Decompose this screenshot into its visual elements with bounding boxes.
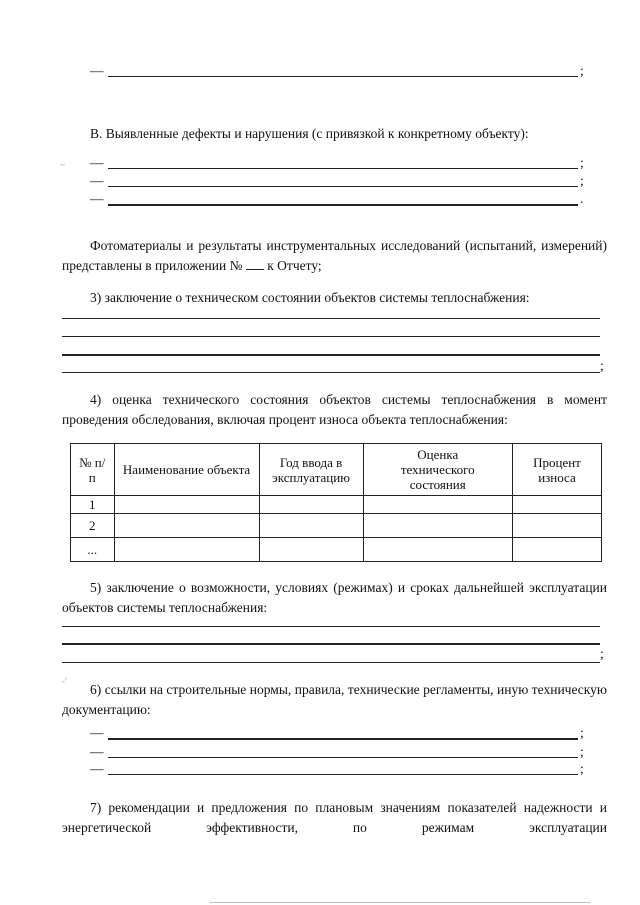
table-cell[interactable]: [512, 538, 601, 562]
conclusion-line-1: [62, 318, 600, 319]
reference-line-3: [90, 762, 590, 778]
header-wear-percent: Процент износа: [512, 444, 601, 496]
line-end: ;: [580, 155, 584, 170]
table-header-row: [71, 444, 602, 496]
line-end: ;: [580, 725, 584, 740]
line-end: ;: [580, 173, 584, 188]
dash: —: [90, 761, 104, 776]
table-cell[interactable]: [512, 496, 601, 514]
appendix-number-blank[interactable]: [246, 256, 264, 270]
dash: —: [90, 63, 104, 78]
line-end: .: [580, 191, 584, 206]
reference-line-2: [90, 745, 590, 761]
table-cell[interactable]: [363, 496, 512, 514]
table-cell[interactable]: [512, 514, 601, 538]
photo-text-after: к Отчету;: [267, 258, 322, 273]
fill-rule: [108, 168, 578, 169]
line-end: ;: [580, 744, 584, 759]
operation-line-2: [62, 643, 600, 645]
table-cell[interactable]: [114, 538, 259, 562]
operation-line-1: [62, 626, 600, 627]
item-7-paragraph: 7) рекомендации и предложения по плановым значениям показателей надежности и энергетической эффективности, по режимам эксплуатации: [62, 800, 607, 835]
defect-line-1: [90, 156, 590, 172]
header-number: № п/п: [71, 444, 115, 496]
fill-rule: [108, 204, 578, 206]
line-end: ;: [580, 761, 584, 776]
table-row: [71, 538, 602, 562]
table-cell[interactable]: [259, 538, 363, 562]
fill-rule: [108, 76, 578, 77]
fill-rule: [108, 757, 578, 758]
conclusion-line-2: [62, 336, 600, 337]
photo-paragraph: [62, 236, 607, 276]
item-5-paragraph: 5) заключение о возможности, условиях (режимах) и сроках дальнейшей эксплуатации объектов системы теплоснабжения:: [62, 580, 607, 615]
conclusion-line-3: [62, 354, 600, 356]
header-object-name: Наименование объекта: [114, 444, 259, 496]
item-4-paragraph: 4) оценка технического состояния объектов системы теплоснабжения в момент проведения обследования, включая процент износа объекта теплоснабжения:: [62, 392, 607, 427]
operation-end: ;: [600, 646, 604, 661]
table-cell[interactable]: [114, 514, 259, 538]
condition-table: [70, 443, 602, 562]
row-number: 2: [71, 514, 115, 538]
item-3-heading: 3) заключение о техническом состоянии объектов системы теплоснабжения:: [90, 290, 530, 305]
fill-rule: [108, 738, 578, 740]
header-commission-year: Год ввода в эксплуатацию: [259, 444, 363, 496]
scan-mark: ~: [60, 160, 65, 170]
page-bottom-edge: [210, 902, 590, 903]
scan-mark: -': [62, 676, 67, 686]
reference-line-1: [90, 726, 590, 742]
table-cell[interactable]: [363, 514, 512, 538]
dash: —: [90, 725, 104, 740]
header-condition-rating: Оценка технического состояния: [363, 444, 512, 496]
table-cell[interactable]: [114, 496, 259, 514]
dash: —: [90, 173, 104, 188]
table-cell[interactable]: [259, 496, 363, 514]
photo-text-before: Фотоматериалы и результаты инструментальных исследований (испытаний, измерений) представлены в приложении №: [62, 238, 607, 273]
row-number: 1: [71, 496, 115, 514]
dash: —: [90, 191, 104, 206]
line-end: ;: [580, 63, 584, 78]
fill-rule: [108, 774, 578, 775]
conclusion-end: ;: [600, 358, 604, 373]
section-b-title: В. Выявленные дефекты и нарушения (с привязкой к конкретному объекту):: [90, 126, 529, 141]
table-cell[interactable]: [363, 538, 512, 562]
operation-line-3: [62, 662, 600, 663]
item-6-paragraph: 6) ссылки на строительные нормы, правила, технические регламенты, иную техническую документацию:: [62, 682, 607, 717]
table-cell[interactable]: [259, 514, 363, 538]
dash: —: [90, 744, 104, 759]
conclusion-line-4: [62, 372, 600, 373]
table-row: [71, 514, 602, 538]
table-row: [71, 496, 602, 514]
defect-line-3: [90, 192, 590, 208]
row-number: ...: [71, 538, 115, 562]
dash: —: [90, 155, 104, 170]
fill-rule: [108, 186, 578, 187]
top-fill-line: [90, 64, 590, 80]
defect-line-2: [90, 174, 590, 190]
